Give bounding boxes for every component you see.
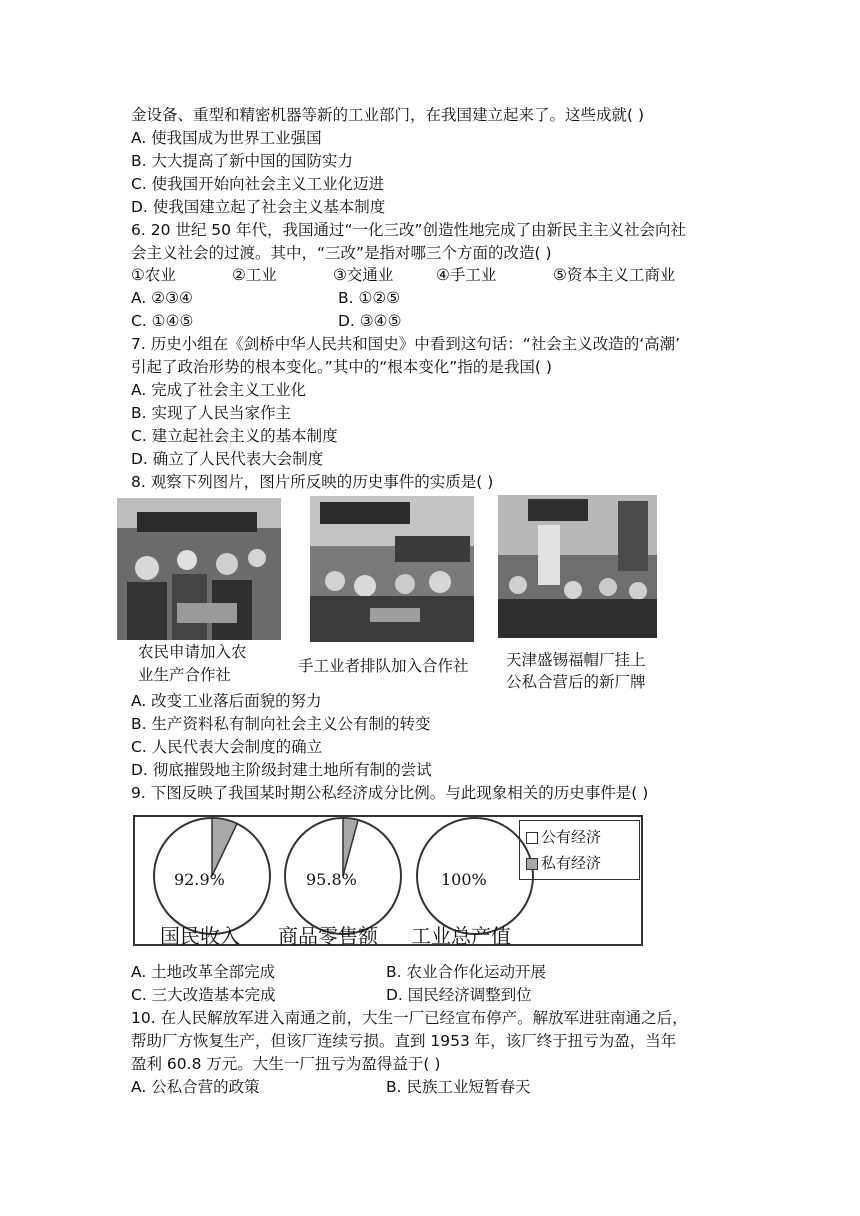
q7-stem-line2: 引起了政治形势的根本变化。”其中的“根本变化”指的是我国( ): [131, 358, 552, 376]
q6-item-1: ①农业: [131, 266, 176, 284]
photo-farmers-cooperative: [117, 498, 281, 640]
q10-stem-line2: 帮助厂方恢复生产，但该厂连续亏损。直到 1953 年，该厂终于扭亏为盈，当年: [131, 1032, 677, 1050]
q7-option-d: D. 确立了人民代表大会制度: [131, 450, 324, 468]
photo-handicraft-cooperative: [310, 496, 474, 642]
pie-1-title: 国民收入: [160, 924, 240, 948]
q10-stem-line3: 盈利 60.8 万元。大生一厂扭亏为盈得益于( ): [131, 1055, 441, 1073]
q7-option-c: C. 建立起社会主义的基本制度: [131, 427, 338, 445]
pie-1-value-label: 92.9%: [174, 870, 225, 889]
q6-item-4: ④手工业: [436, 266, 497, 284]
q5-stem: 金设备、重型和精密机器等新的工业部门，在我国建立起来了。这些成就( ): [131, 106, 645, 124]
q6-item-5: ⑤资本主义工商业: [553, 266, 676, 284]
q10-option-a: A. 公私合营的政策: [131, 1078, 260, 1096]
q10-option-b: B. 民族工业短暂春天: [386, 1078, 531, 1096]
q8-caption-1-line2: 业生产合作社: [138, 666, 232, 684]
q8-option-c: C. 人民代表大会制度的确立: [131, 738, 323, 756]
q8-option-a: A. 改变工业落后面貌的努力: [131, 692, 322, 710]
q9-stem: 9. 下图反映了我国某时期公私经济成分比例。与此现象相关的历史事件是( ): [131, 784, 649, 802]
legend-public-label: 公有经济: [541, 828, 602, 846]
pie-legend: [519, 820, 640, 880]
pie-3-value-label: 100%: [441, 870, 487, 889]
legend-public: [526, 827, 601, 847]
q6-item-2: ②工业: [232, 266, 277, 284]
q7-option-b: B. 实现了人民当家作主: [131, 404, 291, 422]
legend-private: [526, 853, 601, 873]
q8-caption-3-line1: 天津盛锡福帽厂挂上: [506, 651, 646, 669]
q5-option-b: B. 大大提高了新中国的国防实力: [131, 152, 353, 170]
q9-option-b: B. 农业合作化运动开展: [386, 963, 546, 981]
pie-2-title: 商品零售额: [278, 924, 378, 948]
q6-option-b: B. ①②⑤: [338, 289, 401, 307]
q8-caption-2: 手工业者排队加入合作社: [298, 657, 469, 675]
photo-farmers-cooperative-image: [117, 498, 281, 640]
q8-stem: 8. 观察下列图片，图片所反映的历史事件的实质是( ): [131, 473, 494, 491]
photo-factory-sign-image: [498, 495, 657, 638]
photo-handicraft-cooperative-image: [310, 496, 474, 642]
q6-option-c: C. ①④⑤: [131, 312, 194, 330]
q10-stem-line1: 10. 在人民解放军进入南通之前，大生一厂已经宣布停产。解放军进驻南通之后，: [131, 1009, 688, 1027]
legend-public-swatch: [526, 832, 538, 844]
q9-option-a: A. 土地改革全部完成: [131, 963, 276, 981]
q7-option-a: A. 完成了社会主义工业化: [131, 381, 307, 399]
q9-option-d: D. 国民经济调整到位: [386, 986, 532, 1004]
legend-private-label: 私有经济: [541, 854, 602, 872]
pie-3-title: 工业总产值: [411, 924, 511, 948]
q6-item-3: ③交通业: [333, 266, 394, 284]
q5-option-a: A. 使我国成为世界工业强国: [131, 129, 322, 147]
q5-option-d: D. 使我国建立起了社会主义基本制度: [131, 198, 386, 216]
photo-factory-sign: [498, 495, 657, 638]
q9-option-c: C. 三大改造基本完成: [131, 986, 276, 1004]
q6-stem-line1: 6. 20 世纪 50 年代，我国通过“一化三改”创造性地完成了由新民主主义社会向社: [131, 221, 687, 239]
q8-option-b: B. 生产资料私有制向社会主义公有制的转变: [131, 715, 431, 733]
q7-stem-line1: 7. 历史小组在《剑桥中华人民共和国史》中看到这句话：“社会主义改造的‘高潮’: [131, 335, 681, 353]
q6-option-a: A. ②③④: [131, 289, 193, 307]
pie-2-value-label: 95.8%: [306, 870, 357, 889]
q5-option-c: C. 使我国开始向社会主义工业化迈进: [131, 175, 385, 193]
q6-stem-line2: 会主义社会的过渡。其中，“三改”是指对哪三个方面的改造( ): [131, 244, 552, 262]
q8-option-d: D. 彻底摧毁地主阶级封建土地所有制的尝试: [131, 761, 432, 779]
legend-private-swatch: [526, 858, 538, 870]
q6-option-d: D. ③④⑤: [338, 312, 402, 330]
q8-caption-1-line1: 农民申请加入农: [138, 643, 247, 661]
q8-caption-3-line2: 公私合营后的新厂牌: [506, 673, 646, 691]
